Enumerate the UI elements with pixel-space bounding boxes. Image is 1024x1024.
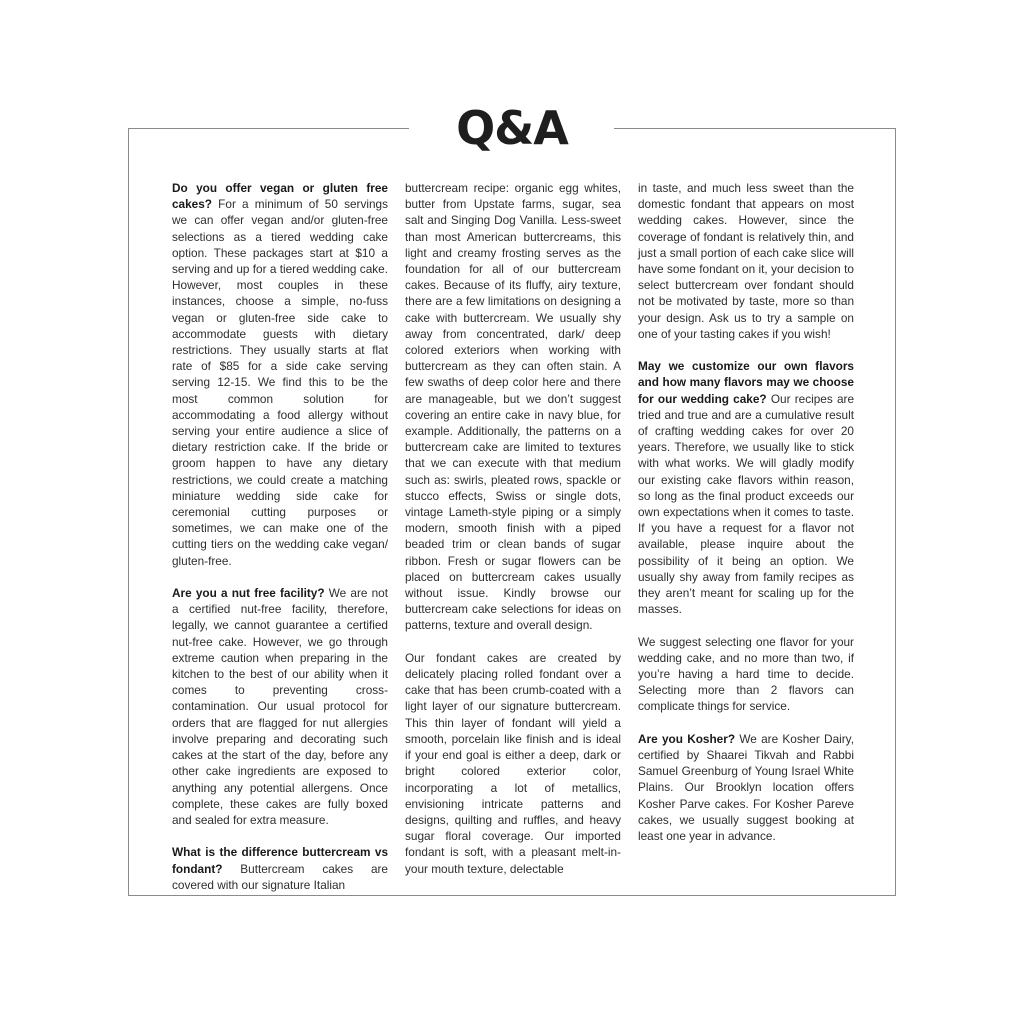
faq-custom-flavors bbox=[638, 358, 854, 617]
question-kosher: Are you Kosher? bbox=[638, 731, 736, 746]
column-1 bbox=[172, 180, 388, 909]
answer-vegan-gluten-free: For a minimum of 50 servings we can offer vegan and/or gluten-free selections as a tiered wedding cake option. These packages start at $10 a serving and up for a tiered wedding cake. However, most couples in these instances, choose a simple, no-fuss vegan or gluten-free side cake to accommodate guests with dietary restrictions. They usually starts at flat rate of $85 for a side cake serving serving 12-15. We find this to be the most common solution for accommodating a food allergy without serving your entire audience a slice of dietary restriction cake. If the bride or groom happen to have any dietary restrictions, we could create a matching miniature wedding side cake for ceremonial cutting purposes or sometimes, we can make one of the cutting tiers on the wedding cake vegan/ gluten-free. bbox=[172, 197, 388, 568]
faq-vegan-gluten-free bbox=[172, 180, 388, 569]
question-custom-flavors: May we customize our own flavors and how many flavors may we choose for our wedding cake? bbox=[638, 359, 854, 406]
page-title: Q&A bbox=[456, 101, 568, 155]
answer-flavor-suggestion: We suggest selecting one flavor for your wedding cake, and no more than two, if you’re having a hard time to decide. Selecting more than 2 flavors can complicate things for service. bbox=[638, 634, 854, 714]
answer-custom-flavors: Our recipes are tried and true and are a cumulative result of crafting wedding cakes for over 20 years. Therefore, we usually like to stick with what works. We will gladly modify our existing cake flavors within reason, so long as the final product exceeds our own expectations when it comes to taste. If you have a request for a flavor not available, please inquire about the possibility of it being an option. We usually shy away from family recipes as they aren’t meant for scaling up for the masses. bbox=[638, 391, 854, 617]
answer-fondant-paragraph: Our fondant cakes are created by delicately placing rolled fondant over a cake that has been crumb-coated with a light layer of our signature buttercream. This thin layer of fondant will yield a smooth, porcelain like finish and is ideal if your end goal is either a deep, dark or bright colored exterior color, incorporating a lot of metallics, envisioning intricate patterns and designs, quilting and ruffles, and heavy sugar floral coverage. Our imported fondant is soft, with a pleasant melt-in-your mouth texture, delectable bbox=[405, 650, 621, 876]
answer-kosher: We are Kosher Dairy, certified by Shaarei Tikvah and Rabbi Samuel Greenburg of Young Israel White Plains. Our Brooklyn location offers Kosher Parve cakes. For Kosher Pareve cakes, we usually suggest booking at least one year in advance. bbox=[638, 731, 854, 844]
frame-top-left-rule bbox=[128, 128, 409, 129]
faq-nut-free bbox=[172, 585, 388, 828]
frame-right-rule bbox=[895, 128, 896, 896]
frame-top-right-rule bbox=[614, 128, 896, 129]
faq-kosher bbox=[638, 731, 854, 844]
answer-nut-free: We are not a certified nut-free facility, therefore, legally, we cannot guarantee a certified nut-free cake. However, we go through extreme caution when preparing in the kitchen to the best of our ability when it comes to preventing cross-contamination. Our usual protocol for orders that are flagged for nut allergies involve preparing and decorating such cakes at the start of the day, before any other cake ingredients are exposed to anything any potential allergens. Once complete, these cakes are fully boxed and sealed for extra measure. bbox=[172, 586, 388, 827]
frame-left-rule bbox=[128, 128, 129, 896]
question-buttercream-vs-fondant: What is the difference buttercream vs fondant? bbox=[172, 845, 388, 876]
column-2 bbox=[405, 180, 621, 893]
question-vegan-gluten-free: Do you offer vegan or gluten free cakes? bbox=[172, 181, 388, 212]
answer-buttercream-continued: buttercream recipe: organic egg whites, butter from Upstate farms, sugar, sea salt and Singing Dog Vanilla. Less-sweet than most American buttercreams, this light and creamy frosting serves as the foundation for all of our buttercream cakes. Because of its fluffy, airy texture, there are a few limitations on designing a cake with buttercream. We usually shy away from concentrated, dark/ deep colored exteriors when working with buttercream as they can often stain. A few swaths of deep color here and there are manageable, but we don’t suggest covering an entire cake in navy blue, for example. Additionally, the patterns on a buttercream cake are limited to textures that we can execute with that medium such as: swirls, pleated rows, spackle or stucco effects, Swiss or single dots, vintage Lameth-style piping or a simply modern, smooth finish with a piped beaded trim or clean bands of sugar ribbon. Fresh or sugar flowers can be placed on buttercream cakes usually without issue. Kindly browse our buttercream cake selections for ideas on patterns, texture and overall design. bbox=[405, 181, 621, 633]
question-nut-free: Are you a nut free facility? bbox=[172, 586, 325, 601]
faq-buttercream-vs-fondant bbox=[172, 844, 388, 893]
answer-fondant-continued: in taste, and much less sweet than the domestic fondant that appears on most wedding cakes. However, since the coverage of fondant is relatively thin, and just a small portion of each cake slice will have some fondant on it, your decision to select buttercream over fondant should not be motivated by taste, more so than your design. Ask us to try a sample on one of your tasting cakes if you wish! bbox=[638, 181, 854, 341]
answer-buttercream-vs-fondant-start: Buttercream cakes are covered with our signature Italian bbox=[172, 861, 388, 892]
column-3 bbox=[638, 180, 854, 860]
